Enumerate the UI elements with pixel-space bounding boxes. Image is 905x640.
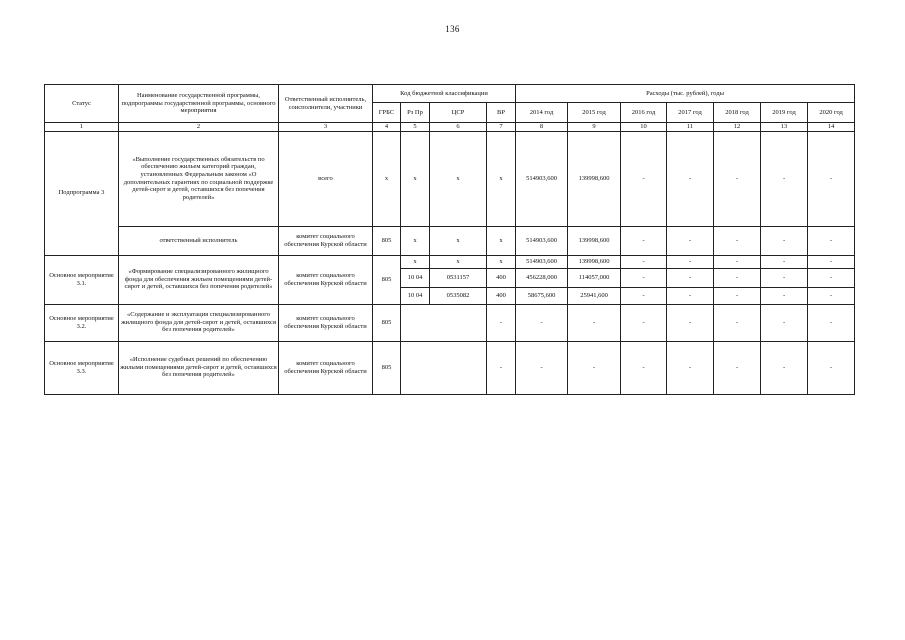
page-number: 136 bbox=[445, 24, 460, 34]
status-cell: Подпрограмма 3 bbox=[45, 131, 119, 255]
responsible-cell: комитет социального обеспечения Курской области bbox=[279, 226, 373, 255]
value-2016: - bbox=[621, 131, 667, 226]
value-2016: - bbox=[621, 341, 667, 394]
value-2016: - bbox=[621, 287, 667, 304]
column-number: 4 bbox=[373, 123, 401, 132]
header-year-2017: 2017 год bbox=[667, 103, 714, 123]
column-number: 11 bbox=[667, 123, 714, 132]
value-2017: - bbox=[667, 255, 714, 268]
column-number: 2 bbox=[119, 123, 279, 132]
value-2017: - bbox=[667, 341, 714, 394]
value-2016: - bbox=[621, 226, 667, 255]
table-row bbox=[45, 341, 855, 394]
value-2014: 514903,600 bbox=[516, 226, 568, 255]
csr-cell: х bbox=[430, 226, 487, 255]
rzpr-cell: х bbox=[401, 131, 430, 226]
csr-cell: 0531157 bbox=[430, 268, 487, 287]
table-row bbox=[45, 226, 855, 255]
header-year-2014: 2014 год bbox=[516, 103, 568, 123]
value-2017: - bbox=[667, 287, 714, 304]
name-cell: «Выполнение государственных обязательств по обеспечению жильем категорий граждан, установленных Федеральным законом «О дополнительных гарантиях по социальной поддержке детей-сирот и детей, оставшихся без попечения родителей» bbox=[119, 131, 279, 226]
header-year-2015: 2015 год bbox=[568, 103, 621, 123]
status-cell: Основное мероприятие 3.3. bbox=[45, 341, 119, 394]
value-2020: - bbox=[808, 255, 855, 268]
empty-code-cell bbox=[401, 341, 487, 394]
vr-cell: х bbox=[487, 255, 516, 268]
rzpr-cell: 10 04 bbox=[401, 287, 430, 304]
name-cell: «Исполнение судебных решений по обеспечению жилыми помещениями детей-сирот и детей, оставшихся без попечения родителей» bbox=[119, 341, 279, 394]
value-2015: 139998,600 bbox=[568, 255, 621, 268]
table-row bbox=[45, 131, 855, 226]
grbs-cell: 805 bbox=[373, 341, 401, 394]
value-2015: 25941,600 bbox=[568, 287, 621, 304]
value-2020: - bbox=[808, 131, 855, 226]
column-number: 3 bbox=[279, 123, 373, 132]
value-2019: - bbox=[761, 226, 808, 255]
value-2014: 514903,600 bbox=[516, 255, 568, 268]
responsible-cell: комитет социального обеспечения Курской области bbox=[279, 255, 373, 304]
name-cell: ответственный исполнитель bbox=[119, 226, 279, 255]
status-cell: Основное мероприятие 3.1. bbox=[45, 255, 119, 304]
vr-cell: - bbox=[487, 304, 516, 341]
value-2017: - bbox=[667, 226, 714, 255]
value-2016: - bbox=[621, 255, 667, 268]
table-row bbox=[45, 304, 855, 341]
rzpr-cell: х bbox=[401, 255, 430, 268]
header-vr: ВР bbox=[487, 103, 516, 123]
header-name: Наименование государственной программы, подпрограммы государственной программы, основного мероприятия bbox=[119, 85, 279, 123]
value-2020: - bbox=[808, 341, 855, 394]
status-cell: Основное мероприятие 3.2. bbox=[45, 304, 119, 341]
header-budget-code: Код бюджетной классификации bbox=[373, 85, 516, 103]
responsible-cell: комитет социального обеспечения Курской области bbox=[279, 304, 373, 341]
value-2014: - bbox=[516, 304, 568, 341]
vr-cell: - bbox=[487, 341, 516, 394]
value-2019: - bbox=[761, 131, 808, 226]
value-2019: - bbox=[761, 255, 808, 268]
column-number: 7 bbox=[487, 123, 516, 132]
value-2014: - bbox=[516, 341, 568, 394]
csr-cell: х bbox=[430, 255, 487, 268]
responsible-cell: комитет социального обеспечения Курской области bbox=[279, 341, 373, 394]
empty-code-cell bbox=[401, 304, 487, 341]
value-2018: - bbox=[714, 341, 761, 394]
value-2015: - bbox=[568, 304, 621, 341]
value-2016: - bbox=[621, 304, 667, 341]
column-number: 12 bbox=[714, 123, 761, 132]
value-2019: - bbox=[761, 268, 808, 287]
value-2018: - bbox=[714, 226, 761, 255]
grbs-cell: 805 bbox=[373, 304, 401, 341]
value-2015: 139998,600 bbox=[568, 226, 621, 255]
value-2019: - bbox=[761, 341, 808, 394]
value-2019: - bbox=[761, 304, 808, 341]
table-row bbox=[45, 255, 855, 268]
vr-cell: 400 bbox=[487, 287, 516, 304]
value-2018: - bbox=[714, 131, 761, 226]
grbs-cell: 805 bbox=[373, 255, 401, 304]
value-2018: - bbox=[714, 304, 761, 341]
column-number-row bbox=[45, 123, 855, 132]
value-2016: - bbox=[621, 268, 667, 287]
csr-cell: х bbox=[430, 131, 487, 226]
header-year-2020: 2020 год bbox=[808, 103, 855, 123]
value-2017: - bbox=[667, 131, 714, 226]
csr-cell: 0535082 bbox=[430, 287, 487, 304]
value-2015: - bbox=[568, 341, 621, 394]
value-2014: 58675,600 bbox=[516, 287, 568, 304]
name-cell: «Формирование специализированного жилищного фонда для обеспечения жильем помещениями детей-сирот и детей, оставшихся без попечения родителей» bbox=[119, 255, 279, 304]
rzpr-cell: 10 04 bbox=[401, 268, 430, 287]
column-number: 13 bbox=[761, 123, 808, 132]
value-2019: - bbox=[761, 287, 808, 304]
header-responsible: Ответственный исполнитель, соисполнители, участники bbox=[279, 85, 373, 123]
value-2014: 456228,000 bbox=[516, 268, 568, 287]
header-rzpr: Рз Пр bbox=[401, 103, 430, 123]
vr-cell: х bbox=[487, 226, 516, 255]
value-2018: - bbox=[714, 268, 761, 287]
column-number: 10 bbox=[621, 123, 667, 132]
value-2015: 114057,000 bbox=[568, 268, 621, 287]
column-number: 9 bbox=[568, 123, 621, 132]
header-status: Статус bbox=[45, 85, 119, 123]
value-2015: 139998,600 bbox=[568, 131, 621, 226]
grbs-cell: х bbox=[373, 131, 401, 226]
column-number: 14 bbox=[808, 123, 855, 132]
value-2014: 514903,600 bbox=[516, 131, 568, 226]
value-2018: - bbox=[714, 255, 761, 268]
grbs-cell: 805 bbox=[373, 226, 401, 255]
value-2018: - bbox=[714, 287, 761, 304]
header-grbs: ГРБС bbox=[373, 103, 401, 123]
vr-cell: х bbox=[487, 131, 516, 226]
header-year-2019: 2019 год bbox=[761, 103, 808, 123]
header-year-2018: 2018 год bbox=[714, 103, 761, 123]
name-cell: «Содержание и эксплуатация специализированного жилищного фонда для детей-сирот и детей, оставшихся без попечения родителей» bbox=[119, 304, 279, 341]
column-number: 6 bbox=[430, 123, 487, 132]
column-number: 5 bbox=[401, 123, 430, 132]
header-csr: ЦСР bbox=[430, 103, 487, 123]
value-2017: - bbox=[667, 268, 714, 287]
value-2017: - bbox=[667, 304, 714, 341]
column-number: 1 bbox=[45, 123, 119, 132]
value-2020: - bbox=[808, 287, 855, 304]
budget-table bbox=[44, 84, 855, 395]
value-2020: - bbox=[808, 226, 855, 255]
vr-cell: 400 bbox=[487, 268, 516, 287]
rzpr-cell: х bbox=[401, 226, 430, 255]
header-year-2016: 2016 год bbox=[621, 103, 667, 123]
value-2020: - bbox=[808, 304, 855, 341]
value-2020: - bbox=[808, 268, 855, 287]
column-number: 8 bbox=[516, 123, 568, 132]
header-expenses: Расходы (тыс. рублей), годы bbox=[516, 85, 855, 103]
responsible-cell: всего bbox=[279, 131, 373, 226]
